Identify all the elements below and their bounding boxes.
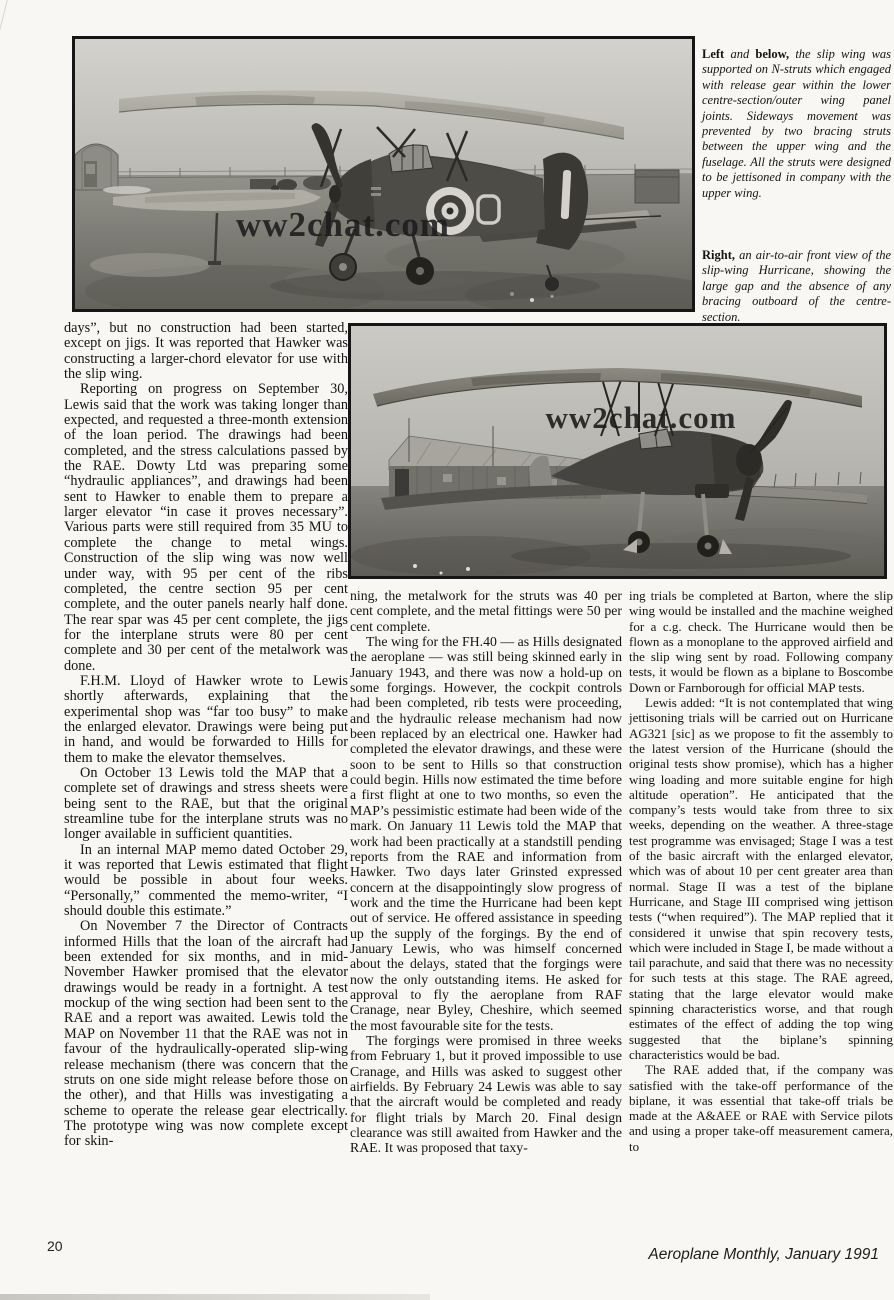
watermark-text: ww2chat.com	[235, 205, 451, 244]
watermark-text: ww2chat.com	[545, 400, 737, 435]
body-column-middle	[350, 588, 622, 1156]
scan-corner-artifact	[0, 0, 22, 41]
body-column-left	[64, 321, 348, 1150]
body-paragraph: The RAE added that, if the company was satisfied with the take-off performance of the biplane, it was essential that take-off trials be made at the A&AEE or RAE with Service pilots and using a proper take-off measurement camera, to	[629, 1062, 893, 1154]
caption-body: the slip wing was supported on N-struts which engaged with release gear within the lower centre-section/outer wing panel joints. Sideways movement was prevented by two bracing struts between the upper wing and the fuselage. All the struts were designed to be jettisoned in company with the upper wing.	[702, 47, 892, 200]
body-paragraph: The forgings were promised in three weeks from February 1, but it proved impossible to use Cranage, and Hills was asked to suggest other airfields. By February 24 Lewis was able to say that the aircraft would be completed and ready for flight trials by March 20. Final design clearance was still awaited from Hawker and the RAE. It was proposed that taxy-	[350, 1032, 622, 1156]
body-column-right	[629, 588, 893, 1154]
body-paragraph: In an internal MAP memo dated October 29, it was reported that Lewis estimated that flight would be possible in about four weeks. “Personally,” commented the memo-writer, “I should double this estimate.”	[64, 841, 348, 920]
magazine-credit: Aeroplane Monthly, January 1991	[648, 1246, 879, 1263]
body-paragraph: On October 13 Lewis told the MAP that a complete set of drawings and stress sheets were being sent to the RAE, but that the original streamline tube for the interplane struts was no longer available in sufficient quantities.	[64, 764, 348, 843]
caption-left-and-below	[702, 47, 891, 201]
body-paragraph: The wing for the FH.40 — as Hills designated the aeroplane — was still being skinned early in January 1943, and there was now a hold-up on some forgings. However, the cockpit controls had been completed, rib tests were proceeding, and the hydraulic release mechanism had now been replaced by an electrical one. Hawker had completed the elevator drawings, and these were soon to be sent to Hills so that construction could begin. Hills now estimated the time before a first flight at one to two months, so even the MAP’s pessimistic estimate had been wide of the mark. On January 11 Lewis told the MAP that work had been practically at a standstill pending reports from the RAE and information from Hawker. Two days later Grinsted expressed concern at the disappointingly slow progress of work and the time the Hurricane had been kept out of service. He offered assistance in speeding up the supply of the forgings. By the end of January Lewis, who was himself concerned about the delays, stated that the forgings were now the only outstanding items. He asked for approval to fly the aeroplane from RAF Cranage, near Byley, Cheshire, which seemed the most favourable site for the tests.	[350, 634, 622, 1033]
caption-connector: and	[730, 47, 750, 61]
caption-lead-bold: Right,	[702, 248, 735, 262]
caption-right	[702, 248, 891, 325]
photo-slip-wing-hurricane-front	[348, 323, 887, 579]
body-paragraph: On November 7 the Director of Contracts informed Hills that the loan of the aircraft had been extended for six months, and in mid-November Hawker promised that the elevator drawings would be ready in a fortnight. A test mockup of the wing section had been sent to the RAE and a report was awaited. Lewis told the MAP on November 11 that the RAE was not in favour of the hydraulically-operated slip-wing release mechanism (there was concern that the struts on one side might release before those on the other), and that Hills was investigating a scheme to operate the release gear electrically. The prototype wing was now complete except for skin-	[64, 918, 348, 1150]
caption-lead-bold: Left	[702, 47, 725, 61]
body-paragraph: Reporting on progress on September 30, Lewis said that the work was taking longer than expected, and requested a three-month extension of the loan period. The drawings had been completed, and the stress calculations passed by the RAE. Dowty Ltd was preparing some “hydraulic appliances”, and drawings had been sent to Hawker to enable them to prepare a larger elevator “in case it proves necessary”. Various parts were still required from 35 MU to complete the change to metal wings. Construction of the slip wing was now well under way, with 95 per cent of the ribs completed, the centre section 95 per cent complete, and the outer panels nearly half done. The rear spar was 45 per cent complete, the jigs for the interplane struts were 80 per cent complete and 30 per cent of the metalwork was done.	[64, 381, 348, 674]
photo-slip-wing-hurricane-ground	[72, 36, 695, 312]
body-paragraph: Lewis added: “It is not contemplated that wing jettisoning trials will be carried out on Hurricane AG321 [sic] as we propose to fit the assembly to the latest version of the Hurricane (should the original tests show promise), which has a higher wing loading and more suitable engine for high altitude operation”. He anticipated that the company’s tests would take from three to six weeks, depending on the weather. A three-stage test programme was envisaged; Stage I was a test of the basic aircraft with the enlarged elevator, which was of about 10 per cent greater area than normal. Stage II was a test of the biplane Hurricane, and Stage III comprised wing jettison tests (“when required”). The MAP replied that it considered it unwise that spin recovery tests, which were included in Stage I, be made without a tail parachute, and said that there was no necessity for such tests at this stage. The RAE agreed, stating that the large elevator would make spinning characteristics worse, and that rough estimates of the effect of adding the top wing suggested that the biplane’s spinning characteristics would be bad.	[629, 695, 893, 1062]
scan-edge-artifact	[0, 1294, 430, 1300]
body-paragraph: ing trials be completed at Barton, where the slip wing would be installed and the machine weighed for a c.g. check. The Hurricane would then be flown as a monoplane to the approved airfield and the slip wing sent by road. Following company tests, it would be flown as a biplane to Boscombe Down or Farnborough for official MAP tests.	[629, 588, 893, 695]
photo-top-illustration	[75, 39, 692, 309]
caption-lead-bold2: below,	[755, 47, 790, 61]
body-paragraph: F.H.M. Lloyd of Hawker wrote to Lewis shortly afterwards, explaining that the experimental shop was “far too busy” to make the enlarged elevator. Drawings were being put in hand, and would be forwarded to Hills for them to make the elevator themselves.	[64, 672, 348, 766]
caption-body: an air-to-air front view of the slip-wing Hurricane, showing the large gap and the absence of any bracing outboard of the centre-section.	[702, 248, 891, 324]
page-number: 20	[47, 1238, 63, 1254]
body-paragraph: days”, but no construction had been started, except on jigs. It was reported that Hawker was constructing a larger-chord elevator for use with the slip wing.	[64, 320, 348, 383]
photo-mid-illustration	[351, 326, 884, 576]
body-paragraph: ning, the metalwork for the struts was 40 per cent complete, and the metal fittings were 50 per cent complete.	[350, 588, 622, 634]
